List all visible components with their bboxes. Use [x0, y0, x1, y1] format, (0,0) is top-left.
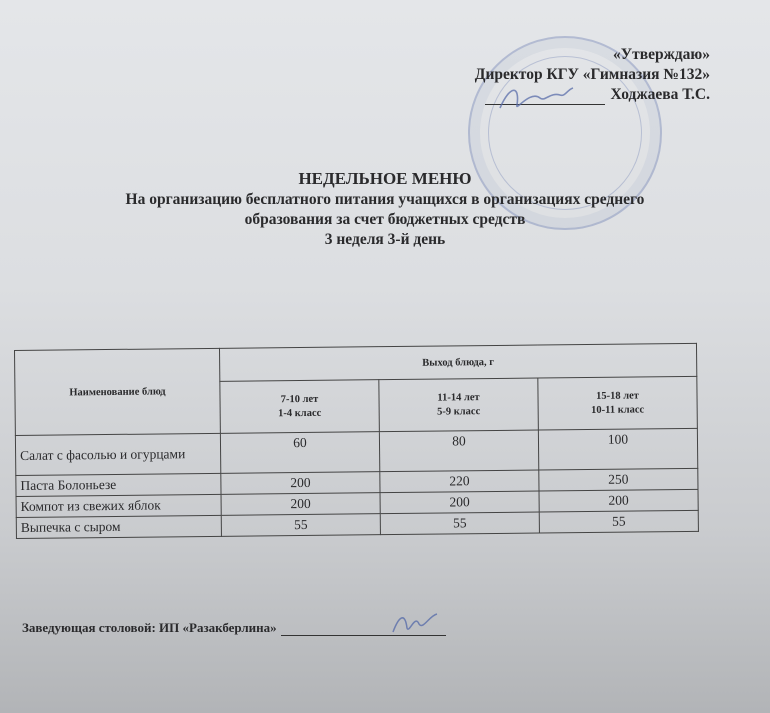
header-dish-name: Наименование блюд: [15, 348, 221, 435]
yield-value: 200: [221, 493, 380, 516]
approval-line2: Директор КГУ «Гимназия №132»: [474, 66, 710, 83]
header-age-group: [379, 378, 539, 432]
menu-heading: НЕДЕЛЬНОЕ МЕНЮ: [298, 169, 472, 188]
week-day: 3 неделя 3-й день: [324, 231, 446, 248]
yield-value: 55: [221, 514, 380, 537]
canteen-head-label: Заведующая столовой: ИП «Разакберлина»: [22, 620, 277, 635]
menu-table: [14, 343, 699, 539]
yield-value: 80: [379, 430, 538, 472]
grade-label: 10-11 класс: [591, 403, 645, 416]
title-block: [0, 168, 770, 250]
header-yield: Выход блюда, г: [219, 343, 696, 381]
grade-label: 5-9 класс: [437, 405, 481, 418]
yield-value: 200: [380, 491, 539, 514]
grade-label: 1-4 класс: [278, 407, 322, 419]
dish-name: Паста Болоньезе: [16, 473, 221, 496]
header-age-group: [220, 380, 380, 434]
yield-value: 55: [539, 510, 698, 533]
yield-value: 100: [538, 428, 697, 470]
yield-value: 250: [539, 468, 698, 491]
yield-value: 200: [539, 489, 698, 512]
dish-name: Выпечка с сыром: [16, 515, 221, 538]
menu-subtitle-line1: На организацию бесплатного питания учащихся в организациях среднего: [125, 191, 645, 208]
yield-value: 60: [220, 432, 379, 474]
header-age-group: [538, 376, 698, 430]
yield-value: 220: [380, 470, 539, 493]
menu-subtitle-line2: образования за счет бюджетных средств: [244, 211, 526, 228]
table-row: [15, 428, 697, 475]
age-label: 7-10 лет: [280, 393, 319, 405]
footer-signoff: [22, 620, 446, 636]
dish-name: Компот из свежих яблок: [16, 494, 221, 517]
yield-value: 200: [221, 472, 380, 495]
yield-value: 55: [380, 512, 539, 535]
dish-name: Салат с фасолью и огурцами: [15, 433, 220, 475]
approval-line1: «Утверждаю»: [612, 46, 710, 63]
director-signature-icon: [495, 80, 575, 115]
age-label: 11-14 лет: [437, 391, 480, 404]
canteen-signature-icon: [385, 608, 445, 636]
director-name: Ходжаева Т.С.: [610, 86, 710, 103]
age-label: 15-18 лет: [596, 389, 639, 402]
